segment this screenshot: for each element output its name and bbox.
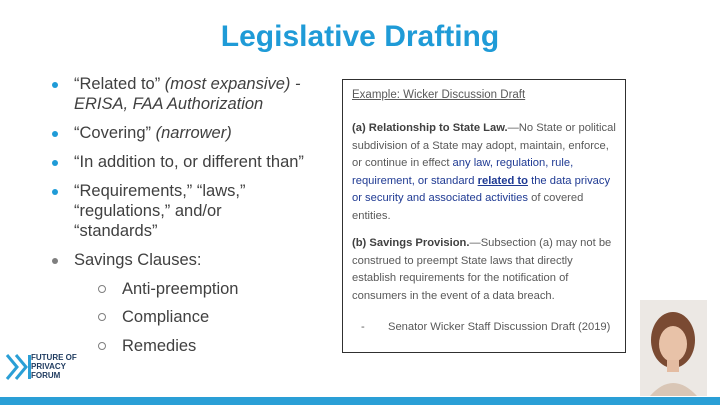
sub-bullet-text: Anti-preemption	[122, 280, 239, 298]
bullet-dot-icon	[52, 82, 58, 88]
bullet-text: “Requirements,” “laws,” “regulations,” and/or “standards”	[74, 182, 246, 240]
bullet-text: “Covering”	[74, 124, 152, 142]
example-box	[342, 79, 626, 353]
paragraph-a-text-3: of covered entities.	[352, 192, 584, 222]
bullet-note: (narrower)	[151, 124, 232, 142]
savings-provision-paragraph	[352, 235, 618, 305]
sub-bullet-circle-icon	[98, 285, 106, 293]
highlight-related-to: related to	[477, 174, 528, 187]
bullet-dot-icon	[52, 258, 58, 264]
bullet-dot-icon	[52, 131, 58, 137]
paragraph-b-text: —Subsection (a) may not be construed to preempt State laws that directly establish requirements for the notification of consumers in the event of a data breach.	[352, 237, 612, 302]
highlight-activities: activities	[485, 192, 528, 204]
sub-bullet-text: Compliance	[122, 308, 210, 326]
bullet-dot-icon	[52, 189, 58, 195]
sub-bullet-text: Remedies	[122, 337, 197, 355]
logo-line: FUTURE OF	[31, 353, 77, 362]
paragraph-a-label: (a) Relationship to State Law.	[352, 122, 508, 134]
logo-wordmark	[31, 353, 77, 380]
bullet-dot-icon	[52, 160, 58, 166]
footer-bar	[0, 397, 720, 405]
bullet-text: “Related to”	[74, 75, 161, 93]
highlight-any-law: any law, regulation, rule, requirement, or standard	[352, 157, 574, 187]
relationship-to-state-law-paragraph	[352, 120, 618, 225]
bullet-text: Savings Clauses:	[74, 251, 202, 269]
bullet-note: (most expansive) - ERISA, FAA Authorization	[74, 75, 301, 113]
paragraph-b-label: (b) Savings Provision.	[352, 237, 470, 249]
sub-bullet-circle-icon	[98, 342, 106, 350]
source-text: Senator Wicker Staff Discussion Draft (2019)	[388, 321, 611, 333]
logo-line: FORUM	[31, 371, 61, 380]
sub-bullet-circle-icon	[98, 313, 106, 321]
paragraph-a-text: —No State or political subdivision of a State may adopt, maintain, enforce, or continue in effect	[352, 122, 616, 169]
slide-title: Legislative Drafting	[220, 20, 500, 53]
source-dash: -	[361, 321, 365, 333]
example-heading: Example: Wicker Discussion Draft	[352, 89, 526, 101]
bullet-text: “In addition to, or different than”	[74, 153, 304, 171]
portrait-image	[640, 300, 707, 396]
speaker-photo	[640, 300, 707, 396]
logo-line: PRIVACY	[31, 362, 66, 371]
paragraph-a-text-2: the data privacy or security and associated	[352, 174, 611, 204]
